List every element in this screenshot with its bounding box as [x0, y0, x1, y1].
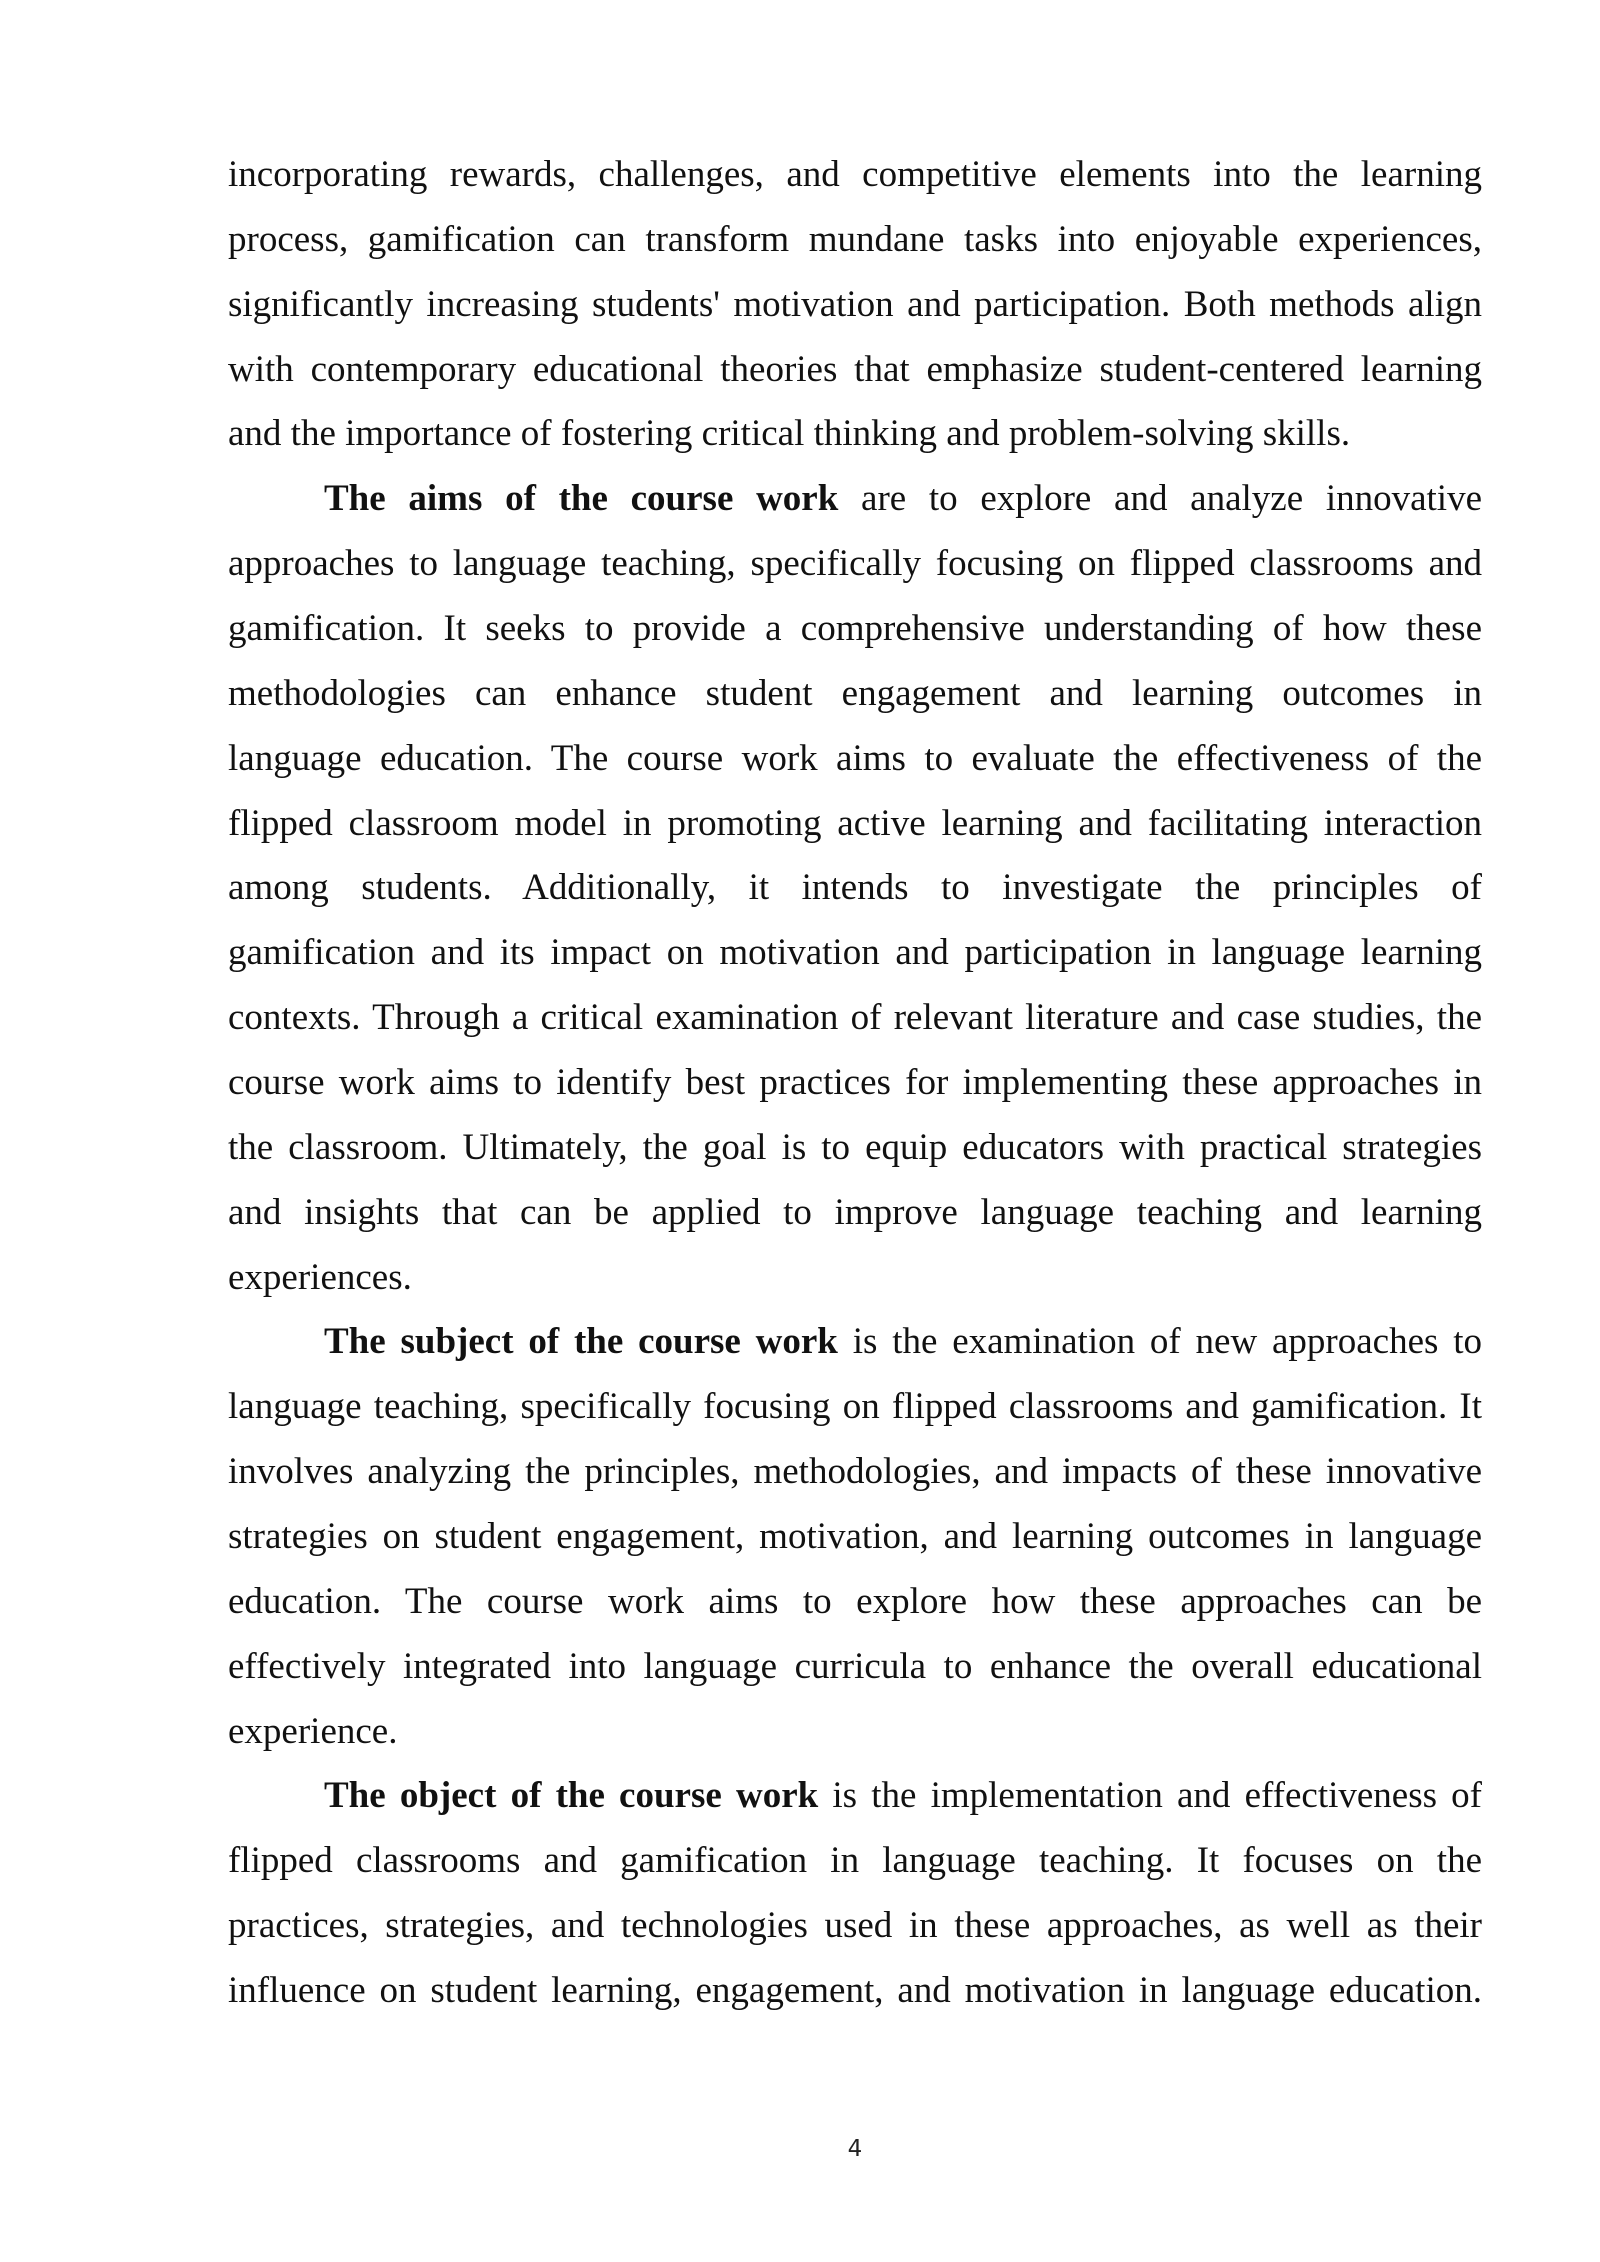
text-line: approaches to language teaching, specifically focusing on flipped classrooms and	[228, 543, 1482, 585]
text-line: with contemporary educational theories that emphasize student-centered learning	[228, 348, 1482, 390]
text-line: contexts. Through a critical examination of relevant literature and case studies, the	[228, 997, 1482, 1039]
text-line: effectively integrated into language curricula to enhance the overall educational	[228, 1645, 1482, 1687]
text-line: gamification and its impact on motivation and participation in language learning	[228, 932, 1482, 974]
text-line: strategies on student engagement, motivation, and learning outcomes in language	[228, 1516, 1482, 1558]
text-line: influence on student learning, engagement, and motivation in language education.	[228, 1970, 1482, 2012]
text-line: flipped classrooms and gamification in language teaching. It focuses on the	[228, 1840, 1482, 1882]
paragraph-aims	[228, 467, 1482, 1310]
text-run: are to explore and analyze innovative	[861, 478, 1482, 520]
text-line: incorporating rewards, challenges, and competitive elements into the learning	[228, 154, 1482, 195]
text-run: is the implementation and effectiveness of	[832, 1775, 1482, 1817]
page-number: 4	[847, 2136, 863, 2162]
text-line: language teaching, specifically focusing on flipped classrooms and gamification. It	[228, 1386, 1482, 1428]
paragraph-intro-continued	[228, 143, 1482, 467]
text-line: and the importance of fostering critical thinking and problem-solving skills.	[228, 413, 1351, 455]
text-line: process, gamification can transform mundane tasks into enjoyable experiences,	[228, 218, 1482, 260]
text-line: education. The course work aims to explore how these approaches can be	[228, 1580, 1482, 1622]
text-line: significantly increasing students' motivation and participation. Both methods align	[228, 283, 1482, 325]
text-line: and insights that can be applied to improve language teaching and learning	[228, 1191, 1482, 1233]
text-line: experiences.	[228, 1256, 412, 1298]
object-bold-lead: The object of the course work	[324, 1775, 819, 1817]
text-line: practices, strategies, and technologies used in these approaches, as well as their	[228, 1905, 1482, 1947]
text-line: involves analyzing the principles, methodologies, and impacts of these innovative	[228, 1451, 1482, 1493]
text-run: is the examination of new approaches to	[852, 1321, 1482, 1363]
paragraph-object	[228, 1764, 1482, 2023]
text-line: course work aims to identify best practices for implementing these approaches in	[228, 1062, 1482, 1104]
aims-bold-lead: The aims of the course work	[324, 478, 839, 520]
text-line	[228, 1310, 1482, 1375]
text-line: among students. Additionally, it intends to investigate the principles of	[228, 867, 1482, 909]
text-line: language education. The course work aims to evaluate the effectiveness of the	[228, 737, 1482, 779]
text-line: gamification. It seeks to provide a comprehensive understanding of how these	[228, 608, 1482, 650]
subject-bold-lead: The subject of the course work	[324, 1321, 838, 1363]
body-text	[228, 143, 1482, 2024]
text-line: flipped classroom model in promoting active learning and facilitating interaction	[228, 802, 1482, 844]
text-line	[228, 1764, 1482, 1829]
text-line: the classroom. Ultimately, the goal is to equip educators with practical strategies	[228, 1126, 1482, 1168]
text-line	[228, 467, 1482, 532]
text-line: methodologies can enhance student engagement and learning outcomes in	[228, 672, 1482, 714]
text-line: experience.	[228, 1710, 398, 1752]
paragraph-subject	[228, 1310, 1482, 1764]
